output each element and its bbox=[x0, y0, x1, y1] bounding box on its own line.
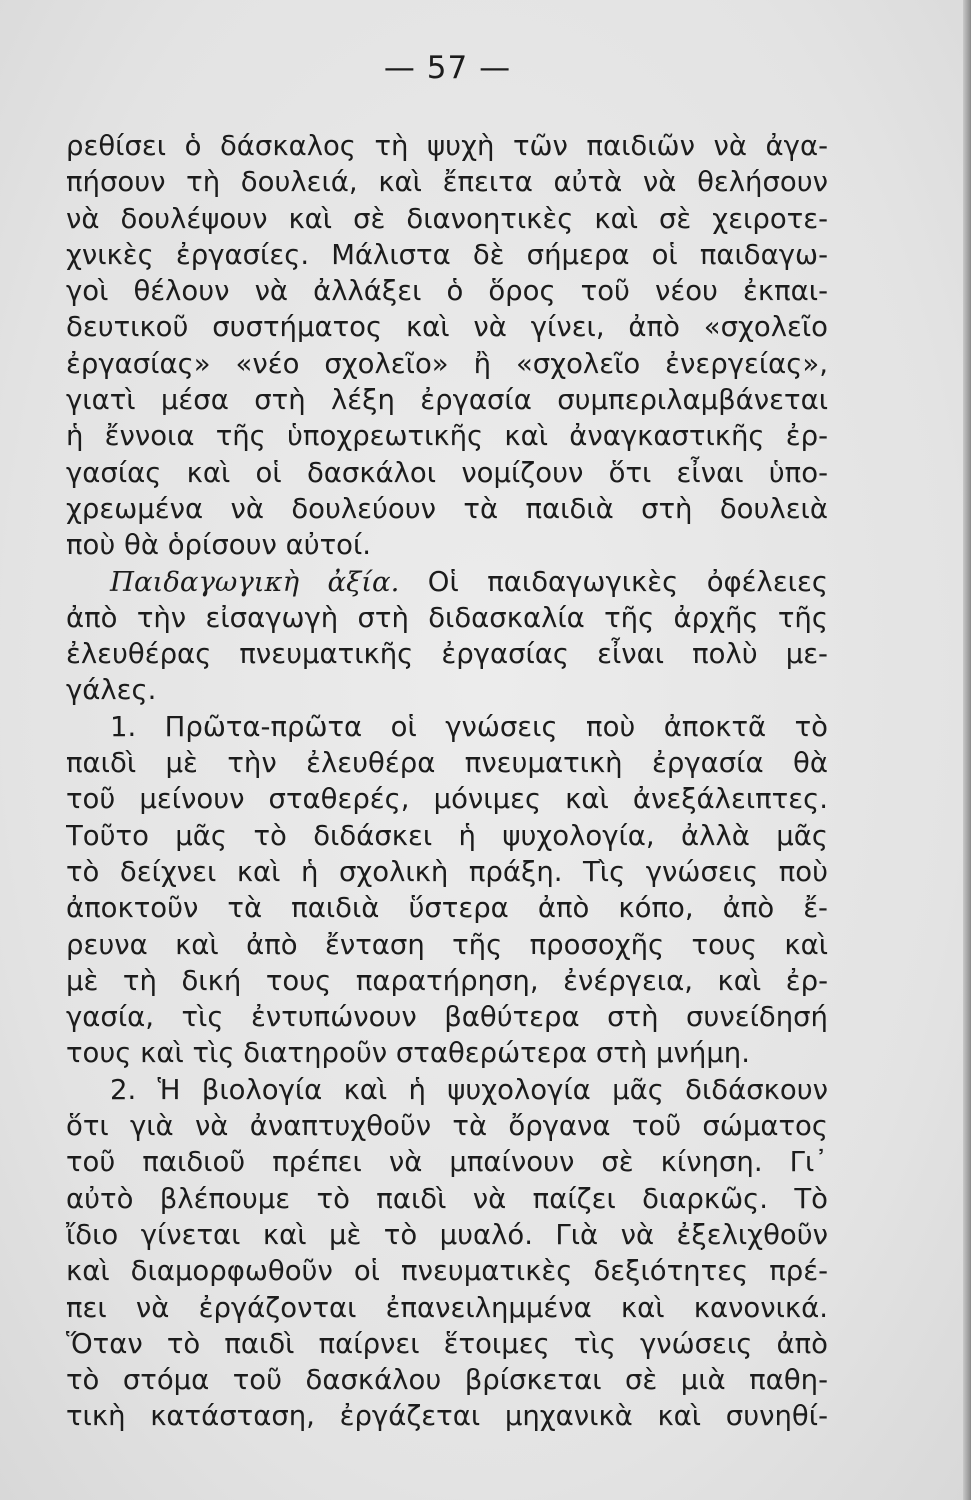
text-line: πήσουν τὴ δουλειά, καὶ ἔπειτα αὐτὰ νὰ θελήσουν bbox=[66, 166, 828, 199]
text-line: γάλες. bbox=[66, 674, 157, 707]
text-line: ρεθίσει ὁ δάσκαλος τὴ ψυχὴ τῶν παιδιῶν νὰ ἀγα- bbox=[66, 130, 828, 162]
text-line: τους καὶ τὶς διατηροῦν σταθερώτερα στὴ μνήμη. bbox=[66, 1037, 750, 1070]
body-text bbox=[66, 128, 828, 1435]
text-line: γασία, τὶς ἐντυπώνουν βαθύτερα στὴ συνείδησή bbox=[66, 1001, 828, 1034]
text-line: πει νὰ ἐργάζονται ἐπανειλημμένα καὶ κανονικά. bbox=[66, 1291, 828, 1324]
text-line: ἴδιο γίνεται καὶ μὲ τὸ μυαλό. Γιὰ νὰ ἐξελιχθοῦν bbox=[66, 1218, 828, 1251]
text-line: τοῦ μείνουν σταθερές, μόνιμες καὶ ἀνεξάλειπτες. bbox=[66, 783, 828, 816]
page-edge-shadow bbox=[963, 0, 971, 1500]
text-line: ποὺ θὰ ὁρίσουν αὐτοί. bbox=[66, 529, 372, 562]
text-line: ἀποκτοῦν τὰ παιδιὰ ὕστερα ἀπὸ κόπο, ἀπὸ ἔ- bbox=[66, 892, 828, 925]
text-line: Ὅταν τὸ παιδὶ παίρνει ἕτοιμες τὶς γνώσεις ἀπὸ bbox=[66, 1327, 828, 1360]
page-number: — 57 — bbox=[383, 50, 512, 86]
text-line: αὐτὸ βλέπουμε τὸ παιδὶ νὰ παίζει διαρκῶς. Τὸ bbox=[66, 1182, 828, 1215]
text-line: παιδὶ μὲ τὴν ἐλευθέρα πνευματικὴ ἐργασία θὰ bbox=[66, 747, 828, 780]
text-line: νὰ δουλέψουν καὶ σὲ διανοητικὲς καὶ σὲ χειροτε- bbox=[66, 202, 828, 235]
text-line: Τοῦτο μᾶς τὸ διδάσκει ἡ ψυχολογία, ἀλλὰ μᾶς bbox=[66, 819, 828, 852]
text-line: γοὶ θέλουν νὰ ἀλλάξει ὁ ὅρος τοῦ νέου ἐκπαι- bbox=[66, 275, 828, 308]
section-heading-line bbox=[66, 564, 828, 600]
text-line: ὅτι γιὰ νὰ ἀναπτυχθοῦν τὰ ὄργανα τοῦ σώματος bbox=[66, 1110, 828, 1143]
text-line: ρευνα καὶ ἀπὸ ἔνταση τῆς προσοχῆς τους καὶ bbox=[66, 928, 828, 961]
section-heading-italic: Παιδαγωγικὴ ἀξία. bbox=[110, 565, 400, 598]
text-line: 1. Πρῶτα-πρῶτα οἱ γνώσεις ποὺ ἀποκτᾶ τὸ bbox=[110, 710, 828, 743]
text-line: τὸ στόμα τοῦ δασκάλου βρίσκεται σὲ μιὰ παθη- bbox=[66, 1364, 828, 1397]
text-line: γιατὶ μέσα στὴ λέξη ἐργασία συμπεριλαμβάνεται bbox=[66, 384, 828, 417]
text-line: τικὴ κατάσταση, ἐργάζεται μηχανικὰ καὶ συνηθί- bbox=[66, 1400, 828, 1433]
text-line: καὶ διαμορφωθοῦν οἱ πνευματικὲς δεξιότητες πρέ- bbox=[66, 1255, 828, 1288]
section-heading-text: Οἱ παιδαγωγικὲς ὀφέλειες bbox=[427, 565, 828, 598]
text-line: τοῦ παιδιοῦ πρέπει νὰ μπαίνουν σὲ κίνηση. Γι᾿ bbox=[66, 1146, 828, 1179]
text-line: 2. Ἡ βιολογία καὶ ἡ ψυχολογία μᾶς διδάσκουν bbox=[110, 1073, 828, 1106]
text-line: τὸ δείχνει καὶ ἡ σχολικὴ πράξη. Τὶς γνώσεις ποὺ bbox=[66, 855, 828, 888]
text-line: χνικὲς ἐργασίες. Μάλιστα δὲ σήμερα οἱ παιδαγω- bbox=[66, 238, 828, 271]
text-line: ἐλευθέρας πνευματικῆς ἐργασίας εἶναι πολὺ με- bbox=[66, 638, 828, 671]
text-line: ἡ ἔννοια τῆς ὑποχρεωτικῆς καὶ ἀναγκαστικῆς ἐρ- bbox=[66, 420, 828, 453]
text-line: δευτικοῦ συστήματος καὶ νὰ γίνει, ἀπὸ «σχολεῖο bbox=[66, 311, 828, 344]
text-line: χρεωμένα νὰ δουλεύουν τὰ παιδιὰ στὴ δουλειὰ bbox=[66, 492, 828, 525]
text-line: ἐργασίας» «νέο σχολεῖο» ἢ «σχολεῖο ἐνεργείας», bbox=[66, 347, 828, 380]
text-line: γασίας καὶ οἱ δασκάλοι νομίζουν ὅτι εἶναι ὑπο- bbox=[66, 456, 828, 489]
text-line: ἀπὸ τὴν εἰσαγωγὴ στὴ διδασκαλία τῆς ἀρχῆς τῆς bbox=[66, 601, 828, 634]
text-line: μὲ τὴ δική τους παρατήρηση, ἐνέργεια, καὶ ἐρ- bbox=[66, 964, 828, 997]
